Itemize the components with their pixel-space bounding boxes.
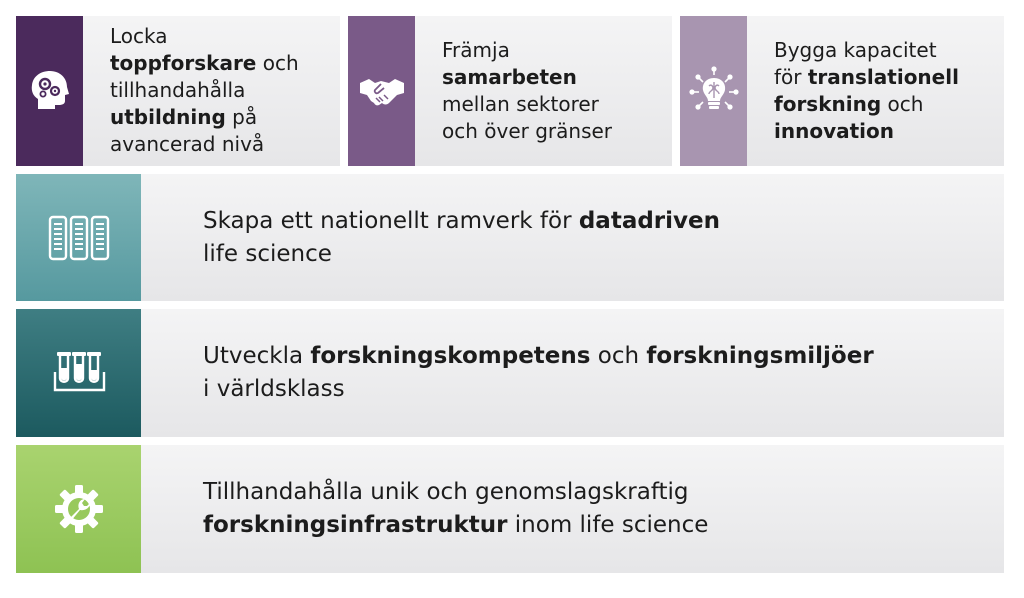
body-text: för [774, 65, 808, 89]
emphasis-text: toppforskare [110, 51, 257, 75]
goal-card-collaboration [348, 16, 672, 166]
emphasis-text: translationell [807, 65, 959, 89]
goal-text [442, 37, 612, 145]
emphasis-text: datadriven [578, 207, 720, 234]
body-text: Utveckla [203, 343, 311, 369]
icon-panel [16, 16, 83, 166]
text-line [110, 23, 299, 50]
text-line [110, 131, 299, 158]
text-line [110, 104, 299, 131]
body-text: Skapa ett nationellt ramverk för [203, 207, 579, 234]
handshake-icon [359, 75, 405, 107]
goal-card-recruit-researchers [16, 16, 340, 166]
head-gears-icon [30, 69, 70, 113]
emphasis-text: utbildning [110, 105, 226, 129]
goal-row-research-competence [16, 309, 1004, 437]
test-tubes-icon [52, 350, 106, 396]
goal-text [203, 476, 708, 542]
server-icon [48, 215, 110, 261]
body-text: och över gränser [442, 119, 613, 143]
gear-wrench-icon [52, 482, 106, 536]
text-line [774, 64, 959, 91]
emphasis-text: forskning [774, 92, 882, 116]
goal-card-translational [680, 16, 1004, 166]
body-text: tillhandahålla [110, 78, 246, 102]
body-text: och [881, 92, 924, 116]
text-line [203, 238, 720, 271]
body-text: på [225, 105, 258, 129]
body-text: och [256, 51, 299, 75]
text-line [442, 64, 612, 91]
goal-row-data-driven [16, 174, 1004, 301]
text-line [774, 118, 959, 145]
body-text: Tillhandahålla unik och genomslagskraftig [203, 479, 689, 505]
emphasis-text: forskningsmiljöer [646, 343, 874, 369]
text-line [203, 476, 708, 509]
body-text: Locka [110, 24, 168, 48]
text-line [442, 118, 612, 145]
text-line [442, 91, 612, 118]
emphasis-text: forskningsinfrastruktur [203, 512, 508, 538]
goal-text [774, 37, 959, 145]
goal-text [203, 205, 720, 271]
body-text: i världsklass [203, 376, 345, 402]
text-line [203, 509, 708, 542]
goal-text [203, 340, 874, 406]
lightbulb-icon [689, 66, 739, 116]
text-line [442, 37, 612, 64]
icon-panel [16, 174, 141, 301]
emphasis-text: innovation [774, 119, 894, 143]
text-line [203, 340, 874, 373]
text-line [774, 37, 959, 64]
text-line [203, 373, 874, 406]
body-text: Främja [442, 38, 510, 62]
text-line [774, 91, 959, 118]
body-text: mellan sektorer [442, 92, 599, 116]
emphasis-text: forskningskompetens [310, 343, 591, 369]
body-text: och [590, 343, 647, 369]
icon-panel [348, 16, 415, 166]
goal-row-infrastructure [16, 445, 1004, 573]
text-line [110, 77, 299, 104]
body-text: Bygga kapacitet [774, 38, 937, 62]
body-text: avancerad nivå [110, 132, 265, 156]
body-text: inom life science [507, 512, 709, 538]
text-line [110, 50, 299, 77]
icon-panel [16, 309, 141, 437]
body-text: life science [203, 240, 332, 267]
text-line [203, 205, 720, 238]
emphasis-text: samarbeten [442, 65, 577, 89]
goal-text [110, 23, 299, 158]
icon-panel [680, 16, 747, 166]
icon-panel [16, 445, 141, 573]
